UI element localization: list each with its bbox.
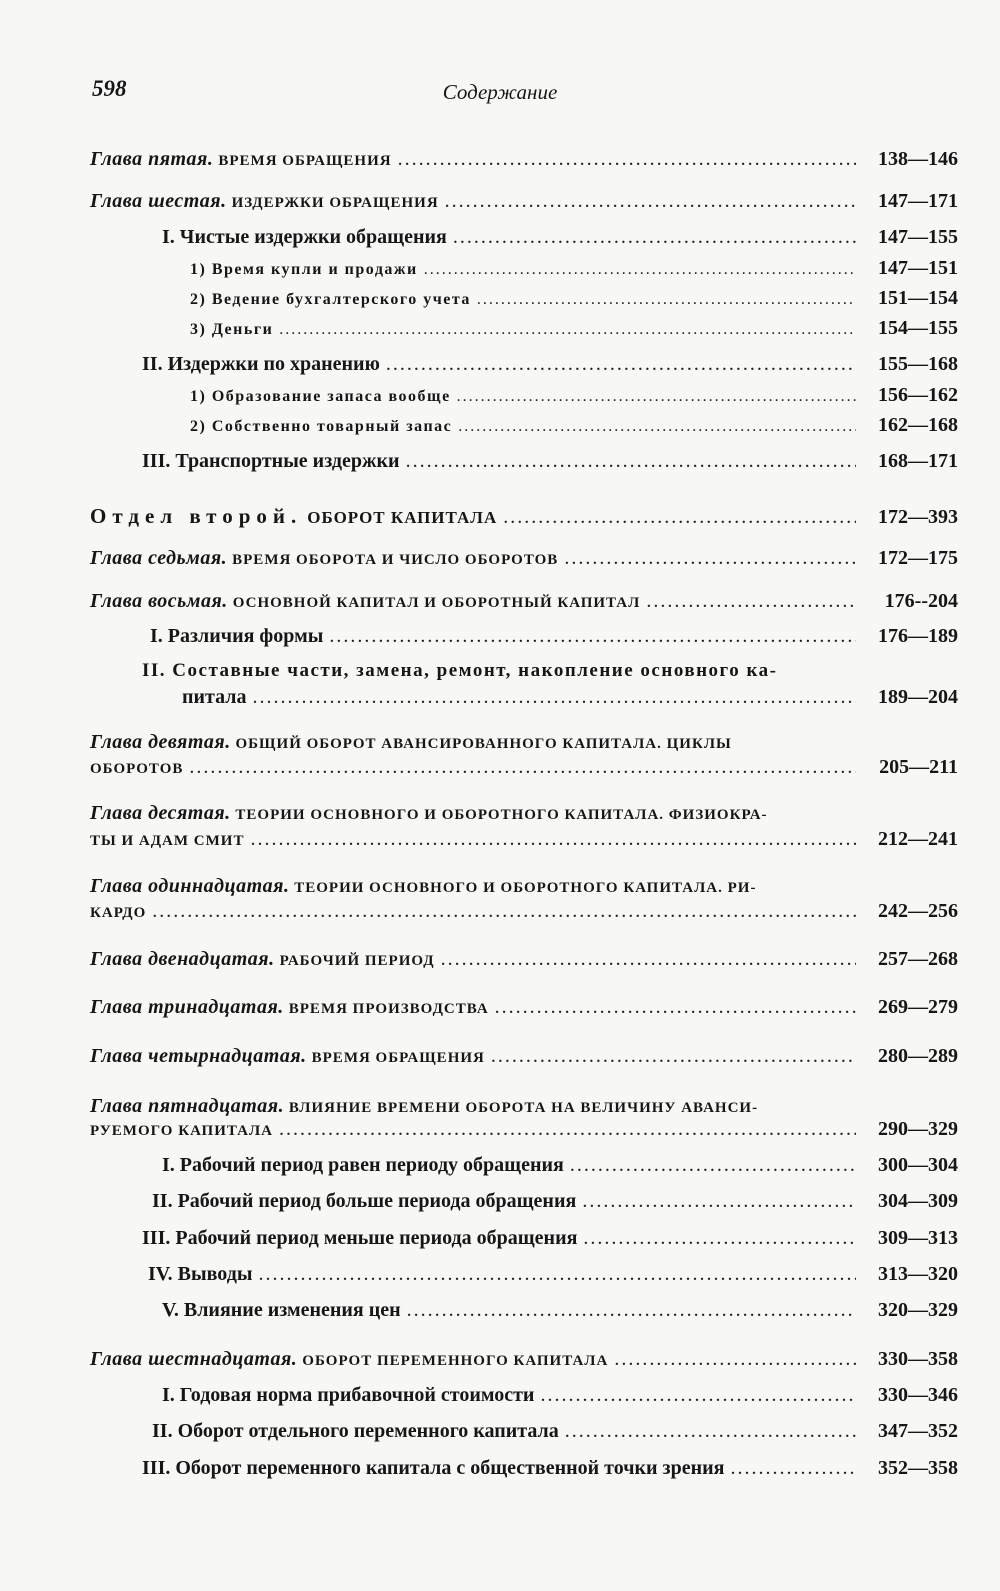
toc-section: II. Рабочий период больше периода обращения ..... 304—309: [152, 1188, 958, 1214]
leader-dots: [279, 1116, 856, 1142]
leader-dots: [495, 994, 856, 1020]
page-range: 330—346: [878, 1384, 958, 1406]
toc-section: питала ..... 189—204: [182, 684, 958, 710]
leader-dots: [458, 414, 856, 440]
leader-dots: [250, 826, 856, 852]
running-title: Содержание: [442, 80, 558, 104]
toc-entry: Глава двенадцатая. РАБОЧИЙ ПЕРИОД ..... 257—268: [90, 946, 958, 974]
leader-dots: [570, 1152, 856, 1178]
toc-section-line1: II. Составные части, замена, ремонт, накопление основного ка-: [142, 660, 778, 681]
toc-subsection: 3) Деньги ..... 154—155: [190, 315, 958, 343]
page-range: 172—175: [878, 547, 958, 569]
leader-dots: [453, 224, 856, 250]
toc-entry: КАРДО ..... 242—256: [90, 898, 958, 926]
page-range: 304—309: [878, 1190, 958, 1212]
leader-dots: [279, 317, 856, 343]
toc-entry: Глава пятая. ВРЕМЯ ОБРАЩЕНИЯ ..... 138—146: [90, 146, 958, 174]
toc-entry-line1: Глава девятая. ОБЩИЙ ОБОРОТ АВАНСИРОВАННОГО КАПИТАЛА. ЦИКЛЫ: [90, 731, 732, 753]
page-range: 147—151: [878, 257, 958, 279]
leader-dots: [503, 504, 856, 530]
leader-dots: [152, 898, 856, 924]
page-range: 205—211: [879, 756, 958, 778]
page-range: 155—168: [878, 353, 958, 375]
leader-dots: [258, 1261, 856, 1287]
leader-dots: [386, 351, 856, 377]
toc-subsection: 1) Образование запаса вообще ..... 156—162: [190, 382, 958, 410]
toc-entry: Глава шестая. ИЗДЕРЖКИ ОБРАЩЕНИЯ ..... 147—171: [90, 188, 958, 216]
leader-dots: [583, 1225, 856, 1251]
page-range: 320—329: [878, 1299, 958, 1321]
page-range: 154—155: [878, 317, 958, 339]
toc-subsection: 1) Время купли и продажи ..... 147—151: [190, 255, 958, 283]
page-range: 172—393: [878, 506, 958, 528]
toc-section: IV. Выводы ..... 313—320: [148, 1261, 958, 1287]
page-range: 138—146: [878, 148, 958, 170]
leader-dots: [614, 1346, 856, 1372]
page-range: 242—256: [878, 900, 958, 922]
toc-section: II. Издержки по хранению ..... 155—168: [142, 351, 958, 377]
leader-dots: [565, 1418, 856, 1444]
leader-dots: [457, 384, 856, 410]
page-range: 352—358: [878, 1457, 958, 1479]
toc-subsection: 2) Собственно товарный запас ..... 162—168: [190, 412, 958, 440]
toc-entry: Глава восьмая. ОСНОВНОЙ КАПИТАЛ И ОБОРОТНЫЙ КАПИТАЛ ..... 176--204: [90, 588, 958, 616]
toc-entry: Глава седьмая. ВРЕМЯ ОБОРОТА И ЧИСЛО ОБОРОТОВ ..... 172—175: [90, 545, 958, 573]
page-range: 176—189: [878, 625, 958, 647]
page-range: 147—171: [878, 190, 958, 212]
toc-entry: Глава тринадцатая. ВРЕМЯ ПРОИЗВОДСТВА ..... 269—279: [90, 994, 958, 1022]
toc-entry: Глава шестнадцатая. ОБОРОТ ПЕРЕМЕННОГО КАПИТАЛА ..... 330—358: [90, 1346, 958, 1374]
leader-dots: [407, 1297, 856, 1323]
toc-section: III. Рабочий период меньше периода обращения ..... 309—313: [142, 1225, 958, 1251]
toc-entry-line1: Глава одиннадцатая. ТЕОРИИ ОСНОВНОГО И ОБОРОТНОГО КАПИТАЛА. РИ-: [90, 875, 757, 897]
leader-dots: [424, 257, 856, 283]
page-range: 151—154: [878, 287, 958, 309]
leader-dots: [398, 146, 856, 172]
toc-entry-line1: Глава пятнадцатая. ВЛИЯНИЕ ВРЕМЕНИ ОБОРОТА НА ВЕЛИЧИНУ АВАНСИ-: [90, 1095, 759, 1117]
page-range: 309—313: [878, 1227, 958, 1249]
page-range: 300—304: [878, 1154, 958, 1176]
page-range: 257—268: [878, 948, 958, 970]
leader-dots: [406, 448, 856, 474]
page-range: 189—204: [878, 686, 958, 708]
toc-section: II. Оборот отдельного переменного капитала ..... 347—352: [152, 1418, 958, 1444]
toc-section: I. Рабочий период равен периоду обращения ..... 300—304: [162, 1152, 958, 1178]
toc-entry: ОБОРОТОВ ..... 205—211: [90, 754, 958, 782]
leader-dots: [445, 188, 856, 214]
leader-dots: [582, 1188, 856, 1214]
toc-section: I. Годовая норма прибавочной стоимости ..... 330—346: [162, 1382, 958, 1408]
leader-dots: [646, 588, 856, 614]
leader-dots: [477, 287, 856, 313]
page-range: 347—352: [878, 1420, 958, 1442]
leader-dots: [189, 754, 856, 780]
page-range: 269—279: [878, 996, 958, 1018]
leader-dots: [491, 1043, 856, 1069]
leader-dots: [540, 1382, 856, 1408]
toc-section: I. Чистые издержки обращения ..... 147—155: [162, 224, 958, 250]
toc-section: I. Различия формы ..... 176—189: [150, 623, 958, 649]
leader-dots: [564, 545, 856, 571]
toc-section: V. Влияние изменения цен ..... 320—329: [162, 1297, 958, 1323]
toc-section: III. Транспортные издержки ..... 168—171: [142, 448, 958, 474]
page-range: 330—358: [878, 1348, 958, 1370]
toc-entry-line1: Глава десятая. ТЕОРИИ ОСНОВНОГО И ОБОРОТНОГО КАПИТАЛА. ФИЗИОКРА-: [90, 802, 768, 824]
toc-entry: РУЕМОГО КАПИТАЛА ..... 290—329: [90, 1116, 958, 1144]
leader-dots: [730, 1455, 856, 1481]
leader-dots: [253, 684, 856, 710]
page-number: 598: [92, 76, 127, 101]
page-range: 212—241: [878, 828, 958, 850]
page-range: 147—155: [878, 226, 958, 248]
page-range: 156—162: [878, 384, 958, 406]
page-range: 313—320: [878, 1263, 958, 1285]
toc-section: III. Оборот переменного капитала с общественной точки зрения ..... 352—358: [142, 1455, 958, 1481]
toc-entry: Глава четырнадцатая. ВРЕМЯ ОБРАЩЕНИЯ ..... 280—289: [90, 1043, 958, 1071]
page-range: 280—289: [878, 1045, 958, 1067]
page-range: 290—329: [878, 1118, 958, 1140]
page-range: 162—168: [878, 414, 958, 436]
toc-part: Отдел второй. ОБОРОТ КАПИТАЛА ..... 172—393: [90, 503, 958, 531]
toc-subsection: 2) Ведение бухгалтерского учета ..... 151—154: [190, 285, 958, 313]
page-range: 176--204: [884, 590, 958, 612]
leader-dots: [329, 623, 856, 649]
toc-entry: ТЫ И АДАМ СМИТ ..... 212—241: [90, 826, 958, 854]
leader-dots: [441, 946, 856, 972]
page-range: 168—171: [878, 450, 958, 472]
